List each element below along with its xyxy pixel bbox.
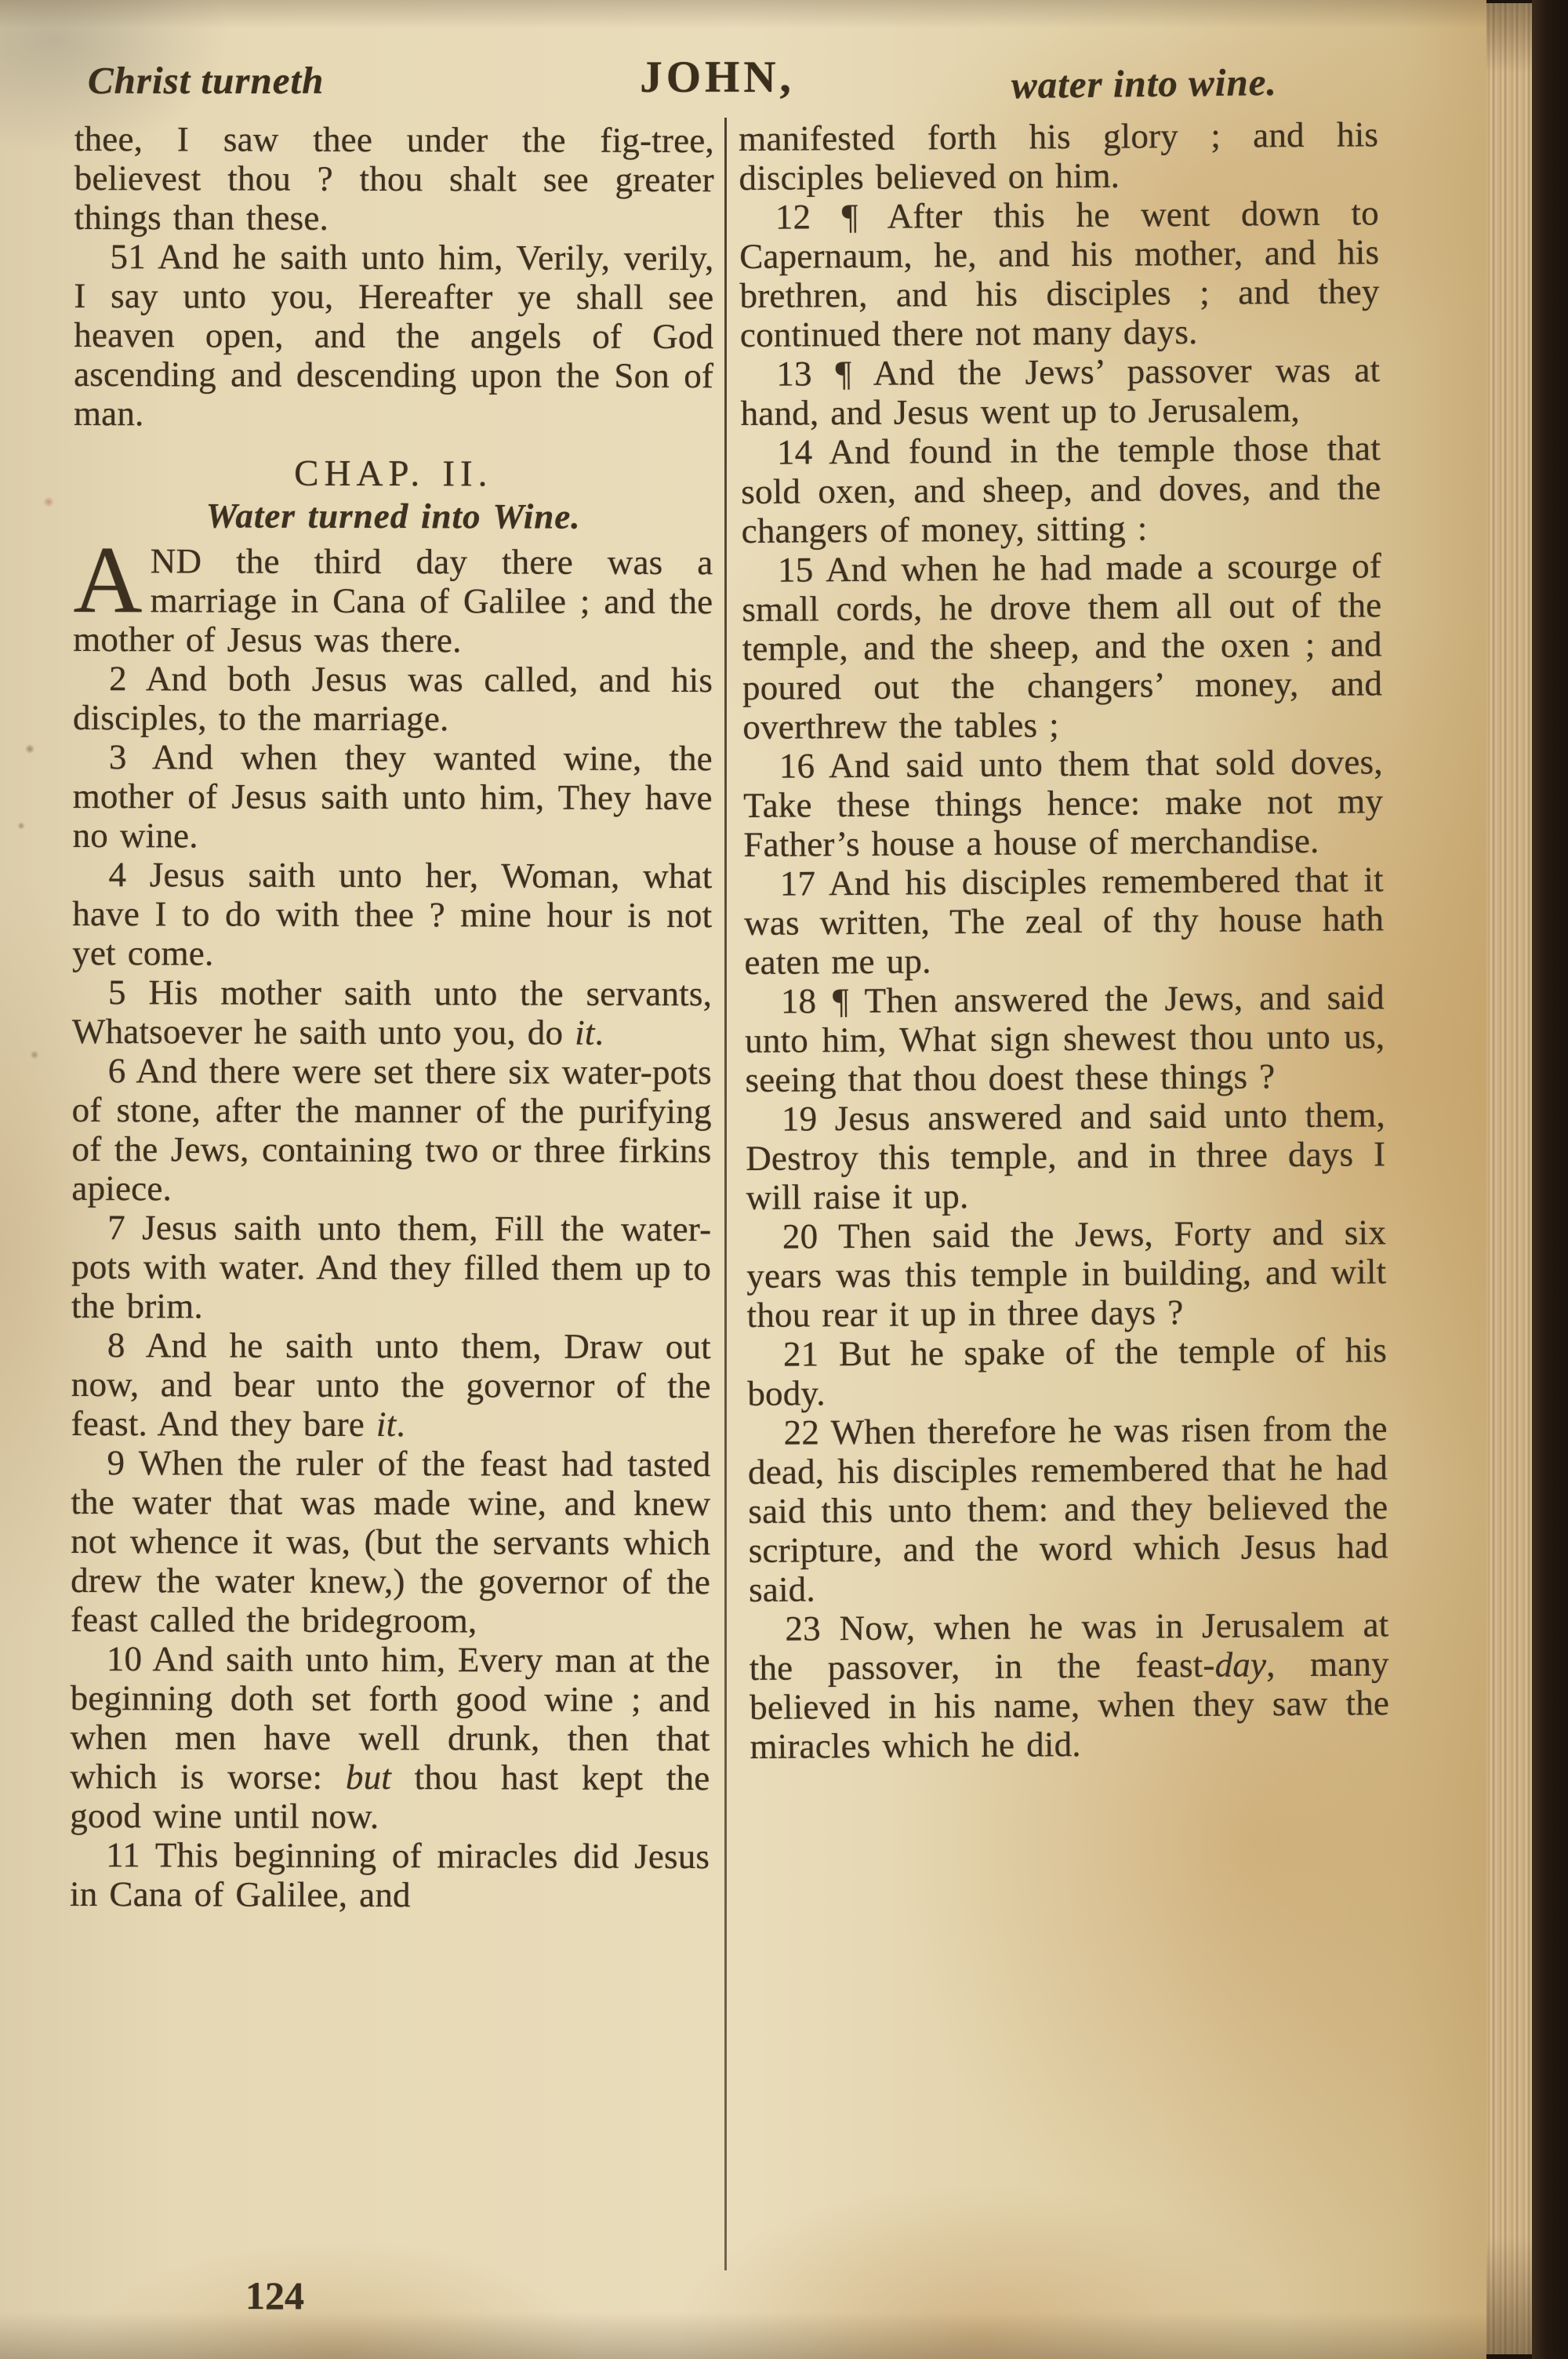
verse-text: 22 When therefore he was risen from the dead, his disciples remembered that he had said this unto them: and they believed the scripture, and the word which Jesus had said.	[747, 1408, 1388, 1609]
verse-paragraph	[73, 737, 713, 856]
verse-text: , many believed in his name, when they saw the miracles which he did.	[749, 1644, 1390, 1766]
verse-paragraph	[745, 977, 1385, 1100]
verse-paragraph	[72, 972, 712, 1052]
verse-paragraph	[74, 237, 714, 434]
drop-cap-initial: A	[73, 526, 143, 634]
verse-paragraph	[71, 1443, 711, 1641]
verse-paragraph	[73, 659, 713, 739]
verse-text: 9 When the ruler of the feast had tasted the water that was made wine, and knew not whence it was, (but the servants which drew the water knew,) the governor of the feast called the bridegroom,	[70, 1443, 711, 1641]
verse-paragraph	[744, 860, 1385, 982]
verse-text: 11 This beginning of miracles did Jesus in Cana of Galilee, and	[70, 1835, 710, 1915]
page-number: 124	[245, 2274, 304, 2317]
verse-text: 3 And when they wanted wine, the mother of Jesus saith unto him, They have no wine.	[72, 737, 713, 856]
verse-text: 7 Jesus saith unto them, Fill the water-pots with water. And they filled them up to the brim.	[71, 1208, 712, 1326]
verse-text: 15 And when he had made a scourge of small cords, he drove them all out of the temple, and the sheep, and the oxen ; and poured out the changers’ money, and overthrew the tables ;	[742, 546, 1383, 747]
photo-background-edge	[1532, 0, 1568, 2359]
book-fore-edge-pages	[1486, 3, 1532, 2354]
verse-paragraph	[740, 350, 1381, 433]
verse-text: .	[396, 1405, 405, 1445]
chapter-subtitle: Water turned into Wine.	[205, 496, 581, 536]
verse-text: 4 Jesus saith unto her, Woman, what have I to do with thee ? mine hour is not yet come.	[72, 855, 713, 973]
running-header	[0, 52, 1486, 114]
verse-text: 6 And there were set there six water-pots of stone, after the manner of the purifying of the Jews, containing two or three firkins apiece.	[71, 1051, 712, 1209]
verse-paragraph	[746, 1095, 1386, 1217]
verse-paragraph	[70, 1835, 710, 1915]
verse-text: 17 And his disciples remembered that it was written, The zeal of thy house hath eaten me up.	[743, 860, 1385, 982]
verse-text: 51 And he saith unto him, Verily, verily, I say unto you, Hereafter ye shall see heaven open, and the angels of God ascending and descending upon the Son of man.	[73, 237, 714, 434]
verse-text: 2 And both Jesus was called, and his disciples, to the marriage.	[72, 659, 713, 739]
verse-text: thee, I saw thee under the fig-tree, believest thou ? thou shalt see greater things than these.	[74, 119, 714, 238]
verse-text: 23 Now, when he was in Jerusalem at the passover, in the feast-	[749, 1605, 1389, 1688]
verse-text: 16 And said unto them that sold doves, Take these things hence: make not my Father’s house a house of merchandise.	[742, 742, 1384, 864]
verse-paragraph	[71, 1325, 711, 1445]
verse-paragraph	[71, 1208, 711, 1327]
verse-text: manifested forth his glory ; and his disciples believed on him.	[739, 114, 1379, 198]
verse-paragraph	[71, 1051, 712, 1209]
verse-text: ND the third day there was a marriage in Cana of Galilee ; and the mother of Jesus was there.	[73, 541, 713, 660]
italic-text: it	[376, 1405, 397, 1445]
verse-paragraph	[746, 1212, 1387, 1335]
running-header-right: water into wine.	[1011, 60, 1277, 107]
verse-text: 18 ¶ Then answered the Jews, and said unto him, What sign shewest thou unto us, seeing that thou doest these things ?	[745, 977, 1385, 1100]
italic-text: but	[345, 1757, 392, 1797]
column-divider-rule	[724, 118, 727, 2270]
italic-text: it	[575, 1012, 595, 1052]
verse-text: 19 Jesus answered and said unto them, Destroy this temple, and in three days I will raise it up.	[746, 1095, 1386, 1217]
verse-text: 13 ¶ And the Jews’ passover was at hand, and Jesus went up to Jerusalem,	[740, 350, 1381, 433]
verse-text: .	[594, 1012, 604, 1052]
running-header-left: Christ turneth	[88, 59, 325, 102]
verse-paragraph	[749, 1605, 1389, 1766]
chapter-heading: CHAP. II.	[294, 453, 493, 495]
italic-text: day	[1214, 1645, 1267, 1685]
verse-paragraph	[739, 193, 1380, 354]
verse-text: thou hast kept the good wine until now.	[70, 1757, 710, 1837]
verse-paragraph	[747, 1330, 1388, 1413]
verse-text: 8 And he saith unto them, Draw out now, and bear unto the governor of the feast. And they bare	[71, 1325, 711, 1445]
verse-text: 12 ¶ After this he went down to Capernaum, he, and his mother, and his brethren, and his disciples ; and they continued there not many days.	[739, 193, 1380, 354]
right-text-column	[739, 114, 1390, 1766]
verse-text: 14 And found in the temple those that sold oxen, and sheep, and doves, and the changers of money, sitting :	[741, 428, 1381, 551]
verse-text: 5 His mother saith unto the servants, Whatsoever he saith unto you, do	[71, 972, 713, 1052]
running-header-title: JOHN,	[640, 53, 795, 102]
verse-paragraph	[72, 855, 712, 974]
verse-paragraph	[73, 526, 713, 660]
verse-paragraph	[70, 1639, 710, 1837]
verse-text: 20 Then said the Jews, Forty and six years was this temple in building, and wilt thou rear it up in three days ?	[746, 1212, 1387, 1335]
verse-text: 10 And saith unto him, Every man at the beginning doth set forth good wine ; and when men have well drunk, then that which is worse:	[70, 1639, 710, 1797]
left-text-column	[70, 119, 714, 1915]
continuation-paragraph	[74, 119, 714, 238]
verse-paragraph	[743, 742, 1384, 864]
continuation-paragraph	[739, 114, 1379, 198]
verse-paragraph	[741, 428, 1381, 551]
verse-text: 21 But he spake of the temple of his body.	[747, 1330, 1388, 1413]
verse-paragraph	[748, 1408, 1389, 1609]
verse-paragraph	[742, 546, 1383, 747]
